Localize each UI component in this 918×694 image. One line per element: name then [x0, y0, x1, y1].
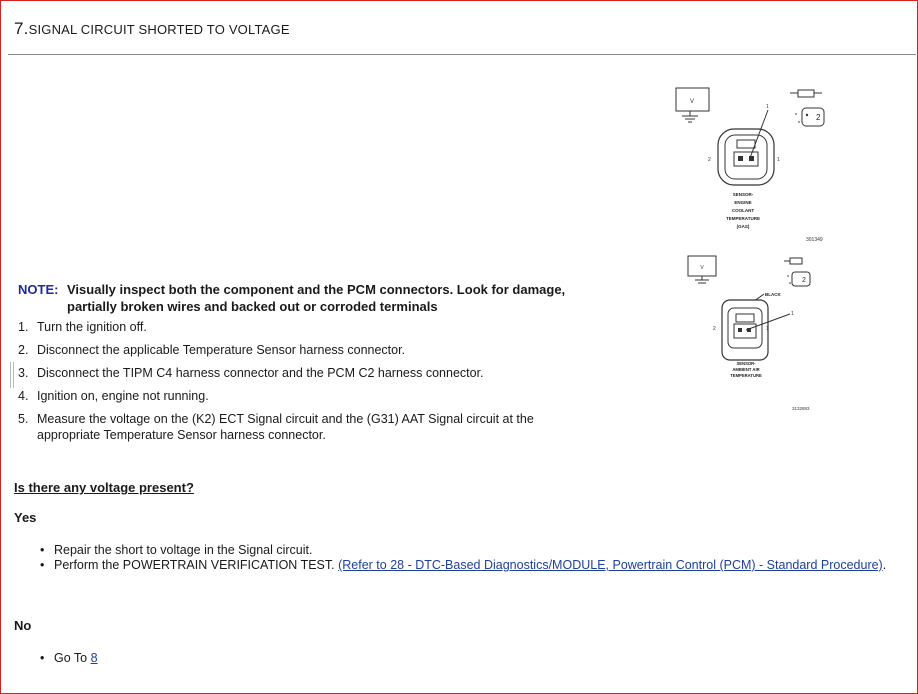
sensor-connector-face — [722, 300, 768, 360]
step-text: Measure the voltage on the (K2) ECT Signal circuit and the (G31) AAT Signal circuit at the appropriate Temperature Sensor harness connector. — [37, 412, 534, 442]
answer-no-label: No — [14, 618, 32, 633]
step-text: Turn the ignition off. — [37, 320, 147, 334]
callout-label: 1 — [766, 104, 769, 110]
goto-step-link[interactable]: 8 — [90, 651, 98, 665]
step-num: 5. — [18, 412, 29, 426]
note-block — [18, 281, 598, 315]
meter-label: V — [689, 99, 695, 105]
caption-line: TEMPERATURE — [730, 373, 762, 378]
inset-pin-label: 2 — [802, 277, 806, 284]
bullet-text: Repair the short to voltage in the Signal circuit. — [54, 543, 313, 557]
step-num: 1. — [18, 320, 29, 334]
meter-label: V — [700, 265, 704, 271]
list-item — [18, 365, 598, 381]
inset-pin-label: 2 — [816, 113, 821, 122]
list-item — [18, 388, 598, 404]
left-margin-marker — [10, 362, 14, 388]
bullet-icon: • — [40, 651, 45, 665]
figure-id: 301349 — [806, 237, 823, 243]
list-item — [40, 543, 890, 558]
bullet-icon: • — [40, 543, 45, 557]
probe-icon — [790, 90, 822, 97]
step-number: 7. — [14, 19, 29, 38]
caption-line: COOLANT — [731, 208, 755, 213]
pin-label-left: 2 — [708, 157, 711, 163]
pin-label-right: 1 — [777, 157, 780, 163]
step-num: 4. — [18, 389, 29, 403]
step-text: Disconnect the TIPM C4 harness connector and the PCM C2 harness connector. — [37, 366, 484, 380]
caption-line: AMBIENT AIR — [732, 367, 760, 372]
figure-caption — [726, 192, 760, 229]
list-item — [40, 651, 890, 666]
bullet-icon: • — [40, 558, 45, 572]
step-text: Ignition on, engine not running. — [37, 389, 209, 403]
step-text: Disconnect the applicable Temperature Sensor harness connector. — [37, 343, 406, 357]
note-label: NOTE: — [18, 282, 59, 297]
wire-color-label: BLACK — [765, 292, 781, 297]
pin-label-right: 1 — [766, 326, 769, 332]
connector-inset-icon — [787, 272, 810, 286]
question-heading: Is there any voltage present? — [14, 480, 194, 495]
sensor-connector-face — [718, 129, 774, 185]
figure-ambient-air-temp-sensor — [680, 252, 830, 416]
caption-line: TEMPERATURE — [726, 216, 760, 221]
list-item — [18, 411, 598, 443]
figure-id: 3132893 — [792, 406, 810, 411]
list-item — [40, 558, 890, 573]
callout-label: 1 — [791, 311, 794, 317]
step-num: 3. — [18, 366, 29, 380]
list-item — [18, 342, 598, 358]
no-actions — [40, 651, 890, 666]
figure-engine-coolant-temp-sensor — [670, 82, 840, 250]
pin-label-left: 2 — [713, 326, 716, 332]
caption-line: SENSOR- — [736, 361, 756, 366]
procedure-steps — [18, 319, 598, 450]
caption-line: (GAS) — [736, 224, 750, 229]
figure-caption — [730, 361, 762, 378]
step-title: SIGNAL CIRCUIT SHORTED TO VOLTAGE — [28, 22, 290, 37]
step-heading — [14, 19, 290, 39]
voltmeter-icon — [676, 88, 709, 122]
list-item — [18, 319, 598, 335]
bullet-text: Go To — [54, 651, 88, 665]
heading-divider — [8, 54, 916, 55]
yes-actions — [40, 543, 890, 573]
refer-link-pcm-standard-procedure[interactable]: (Refer to 28 - DTC-Based Diagnostics/MODULE, Powertrain Control (PCM) - Standard Procedure) — [338, 558, 883, 572]
bullet-text: Perform the POWERTRAIN VERIFICATION TEST. — [54, 558, 335, 572]
step-num: 2. — [18, 343, 29, 357]
note-text: Visually inspect both the component and the PCM connectors. Look for damage, partially broken wires and backed out or corroded terminals — [67, 282, 566, 314]
answer-yes-label: Yes — [14, 510, 37, 525]
caption-line: ENGINE — [734, 200, 752, 205]
bullet-suffix: . — [882, 558, 887, 572]
caption-line: SENSOR- — [732, 192, 754, 197]
probe-icon — [784, 258, 802, 264]
